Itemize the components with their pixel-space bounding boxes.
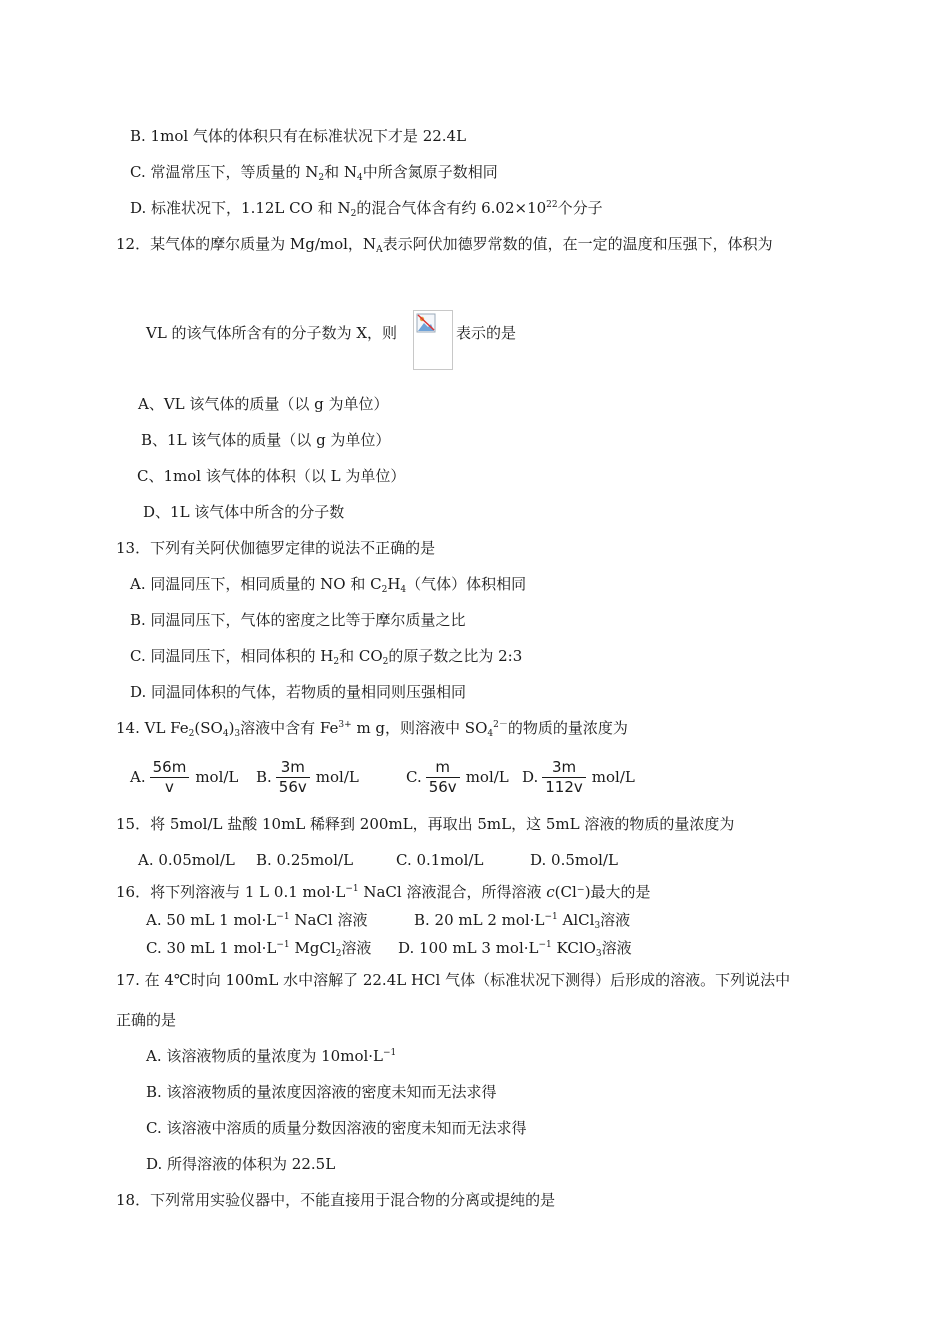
q15-stem: 15．将 5mol/L 盐酸 10mL 稀释到 200mL，再取出 5mL，这 5mL 溶液的物质的量浓度为	[116, 815, 735, 833]
fraction: $\frac{56m}{v}$	[150, 758, 190, 797]
fraction: $\frac{3m}{112v}$	[542, 758, 586, 797]
fraction: $\frac{3m}{56v}$	[276, 758, 310, 797]
q13-stem: 13．下列有关阿伏伽德罗定律的说法不正确的是	[116, 539, 436, 557]
q16-option-c: C. 30 mL 1 $mol\cdot L^{-1}$ MgCl$_2$溶液	[146, 939, 372, 959]
broken-image-icon	[413, 310, 453, 370]
q12-stem-line2-end: 表示的是	[456, 324, 517, 342]
q14-option-d: D. $\frac{3m}{112v}$ mol/L	[522, 757, 635, 796]
q17-option-a: A. 该溶液物质的量浓度为 $10mol\cdot L^{-1}$	[146, 1047, 397, 1065]
q13-option-c: C. 同温同压下，相同体积的 $H_2$和 $CO_2$的原子数之比为 2:3	[130, 647, 523, 667]
q12-option-c: C、1mol 该气体的体积（以 L 为单位）	[137, 467, 406, 485]
q13-option-a: A. 同温同压下，相同质量的 NO 和 $C_2H_4$（气体）体积相同	[130, 575, 527, 595]
q17-option-d: D. 所得溶液的体积为 22.5L	[146, 1155, 336, 1173]
q17-option-b: B. 该溶液物质的量浓度因溶液的密度未知而无法求得	[146, 1083, 497, 1101]
q14-stem: 14. VL $Fe_2(SO_4)_3$溶液中含有 $Fe^{3+}$ m g，则溶液中 $SO_4^{2-}$的物质的量浓度为	[116, 719, 628, 739]
q17-stem: 17. 在 4℃时向 100mL 水中溶解了 22.4L HCl 气体（标准状况下测得）后形成的溶液。下列说法中	[116, 971, 791, 989]
q15-option-b: B. 0.25mol/L	[256, 851, 354, 869]
q15-option-a: A. 0.05mol/L	[138, 851, 235, 869]
q12-stem: 12．某气体的摩尔质量为 Mg/mol，$N_A$表示阿伏加德罗常数的值，在一定的温度和压强下，体积为	[116, 235, 773, 255]
q16-option-d: D. 100 mL 3 $mol\cdot L^{-1}$ KClO$_3$溶液	[398, 939, 632, 959]
q16-option-b: B. 20 mL 2 $mol\cdot L^{-1}$ AlCl$_3$溶液	[414, 911, 631, 931]
fraction: $\frac{m}{56v}$	[426, 758, 460, 797]
q14-option-a: A. $\frac{56m}{v}$ mol/L	[130, 757, 239, 796]
q11-option-c: C. 常温常压下，等质量的 $N_2$和 $N_4$中所含氮原子数相同	[130, 163, 498, 183]
q16-option-a: A. 50 mL 1 $mol\cdot L^{-1}$ NaCl 溶液	[146, 911, 368, 929]
q12-option-d: D、1L 该气体中所含的分子数	[143, 503, 345, 521]
q17-option-c: C. 该溶液中溶质的质量分数因溶液的密度未知而无法求得	[146, 1119, 527, 1137]
q18-stem: 18．下列常用实验仪器中，不能直接用于混合物的分离或提纯的是	[116, 1191, 556, 1209]
q11-option-d: D. 标准状况下，1.12L CO 和 $N_2$的混合气体含有约 $6.02\times 10^{22}$个分子	[130, 199, 603, 219]
q13-option-b: B. 同温同压下，气体的密度之比等于摩尔质量之比	[130, 611, 466, 629]
q16-stem: 16．将下列溶液与 1 L 0.1 $mol\cdot L^{-1}$ NaCl 溶液混合，所得溶液 c(Cl⁻)最大的是	[116, 883, 651, 901]
q12-option-a: A、VL 该气体的质量（以 g 为单位）	[138, 395, 389, 413]
q12-stem-line2: VL 的该气体所含有的分子数为 X，则	[146, 324, 398, 342]
q11-option-b: B. 1mol 气体的体积只有在标准状况下才是 22.4L	[130, 127, 467, 145]
q12-option-b: B、1L 该气体的质量（以 g 为单位）	[141, 431, 391, 449]
q13-option-d: D. 同温同体积的气体，若物质的量相同则压强相同	[130, 683, 467, 701]
q17-stem-line2: 正确的是	[116, 1011, 177, 1029]
q14-option-c: C. $\frac{m}{56v}$ mol/L	[406, 757, 509, 796]
q15-option-c: C. 0.1mol/L	[396, 851, 484, 869]
q14-option-b: B. $\frac{3m}{56v}$ mol/L	[256, 757, 359, 796]
q15-option-d: D. 0.5mol/L	[530, 851, 618, 869]
